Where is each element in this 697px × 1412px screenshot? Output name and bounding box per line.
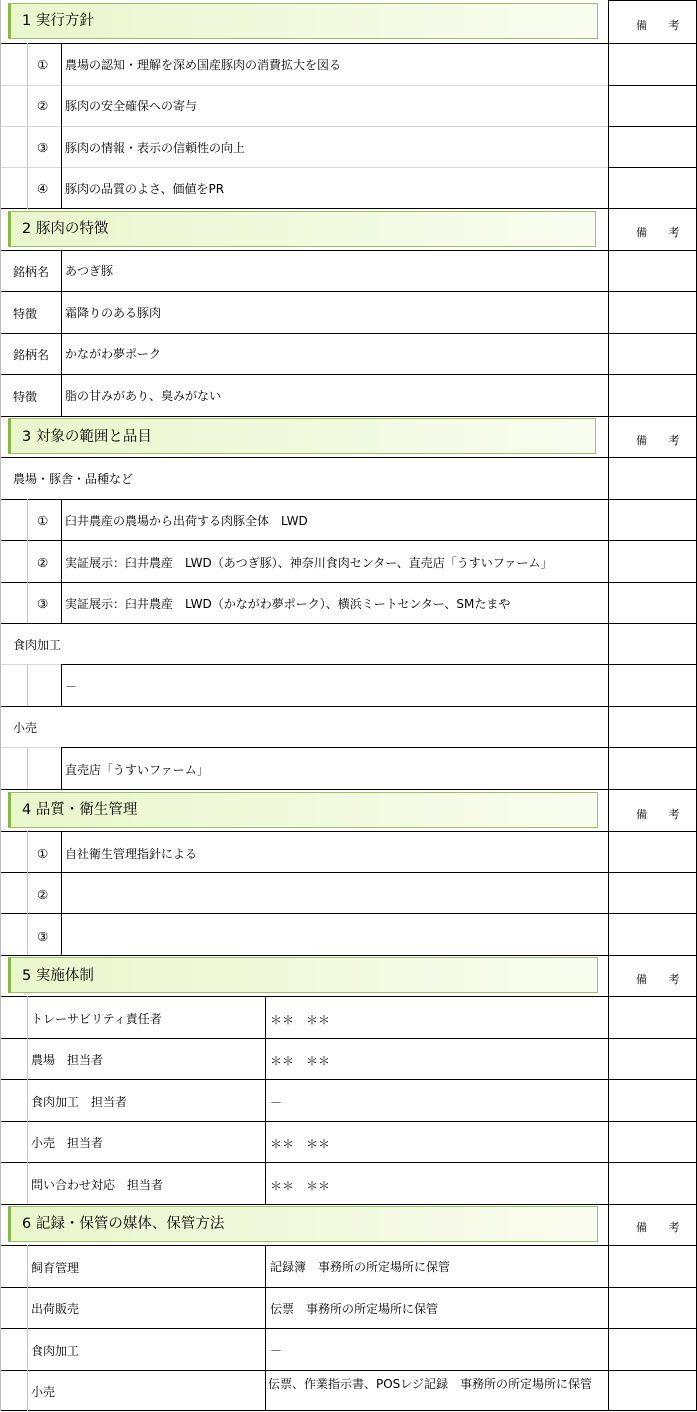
rule	[0, 706, 697, 707]
rule	[0, 374, 697, 375]
section-5-title: 5 実施体制	[22, 968, 94, 984]
rule	[0, 872, 697, 873]
rule	[0, 789, 697, 790]
rule	[0, 457, 697, 458]
col-divider	[27, 499, 28, 623]
rule	[0, 913, 697, 914]
item-number: ①	[37, 513, 49, 528]
feature-label: 特徴	[13, 307, 38, 321]
section-4-title: 4 品質・衛生管理	[22, 802, 138, 818]
col-divider	[265, 996, 266, 1204]
meat-processing-label: 食肉加工	[13, 638, 62, 652]
item-number: ③	[37, 140, 49, 155]
feature-value: かながわ夢ポーク	[65, 347, 162, 361]
left-border	[0, 0, 1, 1411]
col-divider	[61, 831, 62, 955]
scope-item: 実証展示：臼井農産 LWD（あつぎ豚）、神奈川食肉センター、直売店「うすいファーム」	[65, 556, 553, 570]
section-1-note-label: 備 考	[636, 19, 689, 32]
staff-name: ＊＊ ＊＊	[270, 1013, 331, 1027]
scope-item: 臼井農産の農場から出荷する肉豚全体 LWD	[65, 514, 308, 528]
col-divider	[27, 996, 28, 1204]
feature-value: あつぎ豚	[65, 264, 114, 278]
col-divider	[27, 747, 28, 789]
gridline	[0, 664, 61, 665]
policy-item: 農場の認知・理解を深め国産豚肉の消費拡大を図る	[65, 58, 342, 72]
section-6-note-label: 備 考	[636, 1221, 689, 1234]
rule	[0, 1328, 697, 1329]
staff-name: ＊＊ ＊＊	[270, 1054, 331, 1068]
rule	[0, 1162, 697, 1163]
top-border	[608, 0, 697, 1]
staff-name: －	[270, 1096, 283, 1110]
rule	[61, 747, 697, 748]
section-2-title: 2 豚肉の特徴	[22, 221, 109, 237]
remarks-column-border	[608, 0, 609, 1411]
section-6-title: 6 記録・保管の媒体、保管方法	[22, 1216, 225, 1232]
rule	[0, 291, 697, 292]
hygiene-item: 自社衛生管理指針による	[65, 847, 198, 861]
record-method: 伝票、作業指示書、POSレジ記録 事務所の所定場所に保管	[268, 1377, 593, 1391]
rule	[0, 1204, 697, 1205]
rule	[0, 996, 697, 997]
rule	[0, 499, 697, 500]
item-number: ②	[37, 887, 49, 902]
feature-value: 脂の甘みがあり、臭みがない	[65, 389, 222, 403]
rule	[0, 623, 697, 624]
staff-name: ＊＊ ＊＊	[270, 1137, 331, 1151]
item-number: ①	[37, 57, 49, 72]
retail-value: 直売店「うすいファーム」	[65, 763, 209, 777]
policy-item: 豚肉の安全確保への寄与	[65, 99, 198, 113]
col-divider	[61, 664, 62, 706]
section-3-title: 3 対象の範囲と品目	[22, 429, 152, 445]
rule	[0, 1370, 697, 1371]
col-divider	[61, 43, 62, 209]
col-divider	[61, 747, 62, 789]
meat-processing-value: －	[65, 680, 78, 694]
section-1-header	[8, 3, 598, 39]
col-divider	[61, 250, 62, 416]
item-number: ③	[37, 596, 49, 611]
feature-value: 霜降りのある豚肉	[65, 306, 162, 320]
col-divider	[265, 1245, 266, 1411]
section-5-header	[8, 957, 598, 993]
col-divider	[27, 1245, 28, 1411]
gridline	[0, 747, 61, 748]
retail-label: 小売	[13, 721, 38, 735]
rule	[0, 831, 697, 832]
record-category: 出荷販売	[31, 1302, 80, 1316]
item-number: ②	[37, 555, 49, 570]
staff-role: トレーサビリティ責任者	[31, 1012, 162, 1026]
staff-role: 小売 担当者	[31, 1136, 104, 1150]
item-number: ①	[37, 846, 49, 861]
col-divider	[61, 499, 62, 623]
section-1-title: 1 実行方針	[22, 13, 94, 29]
section-3-note-label: 備 考	[636, 434, 689, 447]
gridline	[0, 167, 608, 168]
rule	[0, 416, 697, 417]
item-number: ②	[37, 98, 49, 113]
remarks-rule	[608, 167, 697, 168]
remarks-rule	[608, 126, 697, 127]
rule	[0, 1287, 697, 1288]
record-method: 記録簿 事務所の所定場所に保管	[270, 1260, 451, 1274]
staff-role: 農場 担当者	[31, 1053, 104, 1067]
rule	[0, 333, 697, 334]
rule	[0, 250, 697, 251]
rule	[0, 208, 697, 209]
col-divider	[27, 831, 28, 955]
feature-label: 銘柄名	[13, 348, 50, 362]
rule	[0, 43, 697, 44]
scope-item: 実証展示：臼井農産 LWD（かながわ夢ポーク）、横浜ミートセンター、SMたまや	[65, 597, 511, 611]
record-method: －	[270, 1344, 283, 1358]
rule	[0, 540, 697, 541]
rule	[0, 1245, 697, 1246]
rule	[0, 1038, 697, 1039]
gridline	[0, 85, 608, 86]
rule	[0, 955, 697, 956]
section-5-note-label: 備 考	[636, 973, 689, 986]
policy-item: 豚肉の品質のよさ、価値をPR	[65, 182, 225, 196]
policy-item: 豚肉の情報・表示の信頼性の向上	[65, 141, 246, 155]
feature-label: 特徴	[13, 390, 38, 404]
section-4-note-label: 備 考	[636, 808, 689, 821]
remarks-rule	[608, 85, 697, 86]
item-number: ③	[37, 929, 49, 944]
record-category: 食肉加工	[31, 1344, 80, 1358]
farm-scope-label: 農場・豚舎・品種など	[13, 472, 134, 486]
record-category: 飼育管理	[31, 1261, 80, 1275]
rule	[0, 1410, 697, 1411]
rule	[61, 664, 697, 665]
gridline	[0, 126, 608, 127]
rule	[0, 1079, 697, 1080]
rule	[0, 1121, 697, 1122]
col-divider	[27, 664, 28, 706]
item-number: ④	[37, 181, 49, 196]
staff-name: ＊＊ ＊＊	[270, 1179, 331, 1193]
staff-role: 問い合わせ対応 担当者	[31, 1178, 164, 1192]
rule	[0, 582, 697, 583]
section-2-note-label: 備 考	[636, 226, 689, 239]
record-method: 伝票 事務所の所定場所に保管	[270, 1302, 439, 1316]
staff-role: 食肉加工 担当者	[31, 1095, 128, 1109]
col-divider	[27, 43, 28, 209]
record-category: 小売	[31, 1385, 56, 1399]
feature-label: 銘柄名	[13, 265, 50, 279]
